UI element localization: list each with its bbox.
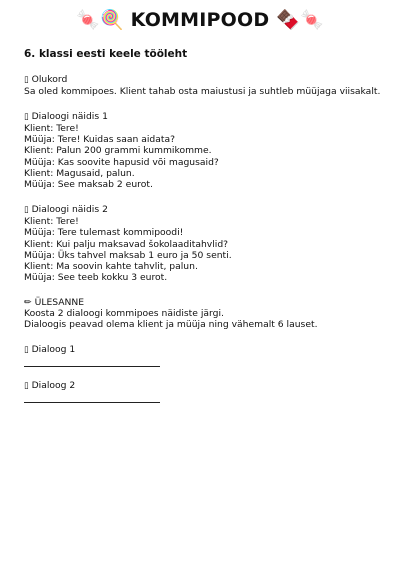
dialogue-line: Müüja: See maksab 2 eurot. xyxy=(24,179,153,191)
dialogue-line: Müüja: Üks tahvel maksab 1 euro ja 50 senti. xyxy=(24,249,232,261)
answer-write-line[interactable] xyxy=(24,394,160,403)
situation-heading: Olukord xyxy=(31,74,68,85)
page-title: 🍬🍭 KOMMIPOOD 🍫🍬 xyxy=(76,9,324,31)
box-icon: ▯ xyxy=(24,75,29,85)
dialogue-1-heading: Dialoogi näidis 1 xyxy=(31,110,108,122)
task-heading: ÜLESANNE xyxy=(34,296,85,308)
dialogue-1-heading-line xyxy=(24,111,384,123)
worksheet-subtitle: 6. klassi eesti keele tööleht xyxy=(24,48,188,60)
box-icon: ▯ xyxy=(24,380,29,391)
dialogue-2-heading: Dialoogi näidis 2 xyxy=(31,203,108,215)
answer-heading-line xyxy=(24,380,384,392)
dialogue-line: Klient: Palun 200 grammi kummikomme. xyxy=(24,145,212,157)
dialogue-line: Klient: Tere! xyxy=(24,215,79,227)
box-icon: ▯ xyxy=(24,204,29,215)
dialogue-sample-1 xyxy=(24,111,384,191)
answer-block-1 xyxy=(24,344,384,367)
answer-label: Dialoog 1 xyxy=(31,343,76,355)
dialogue-line: Klient: Tere! xyxy=(24,122,79,134)
situation-heading-line xyxy=(24,74,384,86)
pencil-icon: ✏ xyxy=(24,296,32,308)
situation-text: Sa oled kommipoes. Klient tahab osta maiustusi ja suhtleb müüjaga viisakalt. xyxy=(24,86,381,98)
dialogue-sample-2 xyxy=(24,204,384,284)
dialogue-line: Klient: Magusaid, palun. xyxy=(24,168,135,180)
worksheet-content xyxy=(24,48,384,416)
box-icon: ▯ xyxy=(24,344,29,355)
answer-block-2 xyxy=(24,380,384,403)
dialogue-line: Klient: Ma soovin kahte tahvlit, palun. xyxy=(24,261,198,273)
box-icon: ▯ xyxy=(24,111,29,122)
task-heading-line xyxy=(24,297,384,308)
situation-section xyxy=(24,74,384,98)
task-section xyxy=(24,297,384,331)
task-instruction: Koosta 2 dialoogi kommipoes näidiste järgi. xyxy=(24,308,224,320)
dialogue-line: Müüja: See teeb kokku 3 eurot. xyxy=(24,272,168,284)
dialogue-line: Klient: Kui palju maksavad šokolaaditahvlid? xyxy=(24,238,229,250)
dialogue-line: Müüja: Kas soovite hapusid või magusaid? xyxy=(24,156,219,168)
dialogue-2-heading-line xyxy=(24,204,384,216)
task-instruction: Dialoogis peavad olema klient ja müüja ning vähemalt 6 lauset. xyxy=(24,319,318,331)
answer-write-line[interactable] xyxy=(24,358,160,367)
answer-heading-line xyxy=(24,344,384,356)
dialogue-line: Müüja: Tere tulemast kommipoodi! xyxy=(24,227,184,239)
dialogue-line: Müüja: Tere! Kuidas saan aidata? xyxy=(24,134,175,146)
answer-label: Dialoog 2 xyxy=(31,379,76,391)
